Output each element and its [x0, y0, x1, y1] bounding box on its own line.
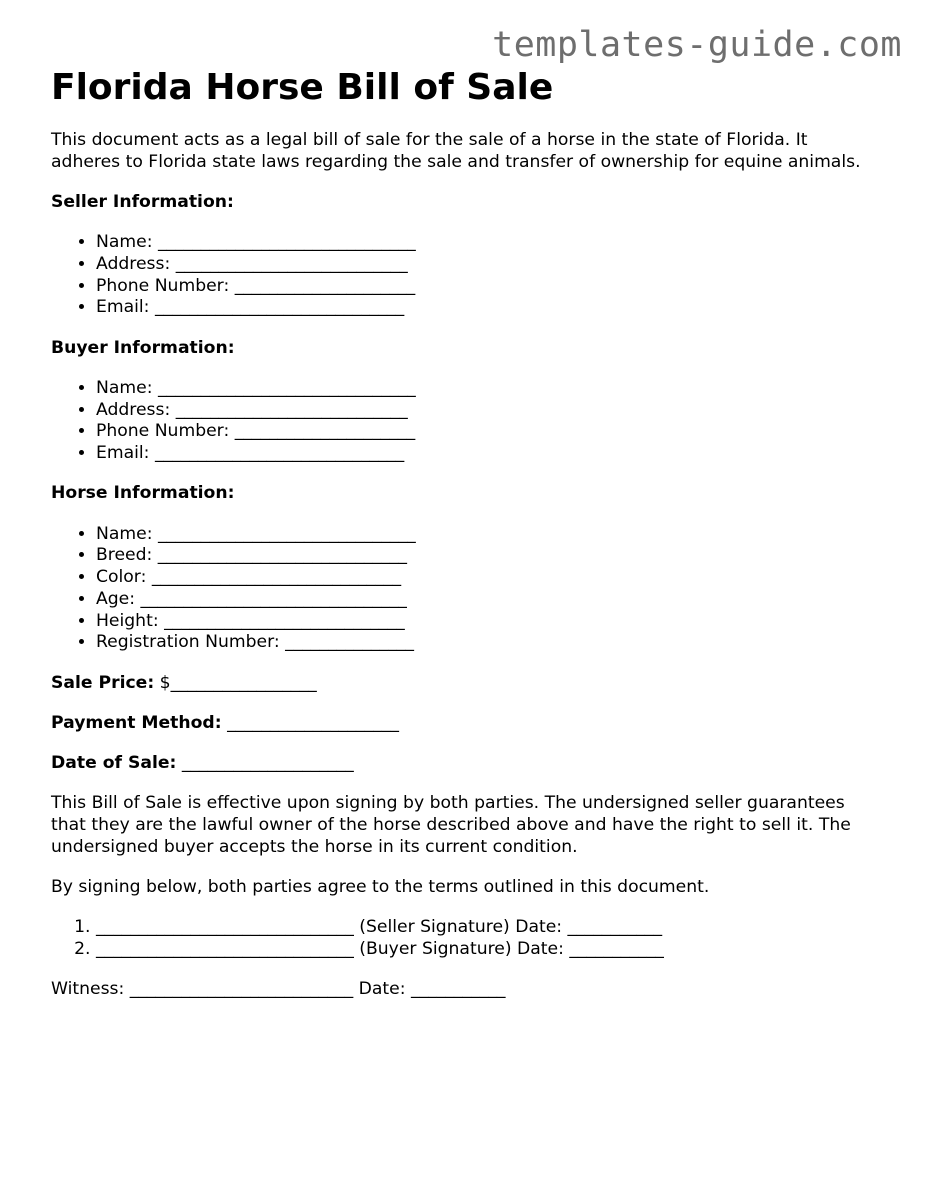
seller-heading: Seller Information: — [51, 192, 234, 212]
intro-paragraph: This document acts as a legal bill of sale for the sale of a horse in the state of Florida. It adheres to Florida state laws regarding the sale and transfer of ownership for equine animals. — [51, 130, 861, 172]
seller-name-field[interactable]: • Name: ______________________________ — [96, 232, 881, 254]
watermark: templates-guide.com — [492, 25, 902, 65]
witness-line[interactable]: Witness: __________________________ Date: ___________ — [51, 979, 506, 1000]
payment-method-row — [51, 713, 881, 735]
horse-list — [51, 524, 881, 654]
date-of-sale-row — [51, 753, 881, 775]
document-page — [51, 66, 881, 1020]
horse-breed-field[interactable]: • Breed: _____________________________ — [96, 545, 881, 567]
horse-registration-field[interactable]: • Registration Number: _______________ — [96, 632, 881, 654]
seller-list — [51, 232, 881, 319]
effective-paragraph: This Bill of Sale is effective upon signing by both parties. The undersigned seller guarantees that they are the lawful owner of the horse described above and have the right to sell it. The undersigned buyer accepts the horse in its current condition. — [51, 793, 851, 857]
page-title: Florida Horse Bill of Sale — [51, 67, 554, 108]
seller-email-field[interactable]: • Email: _____________________________ — [96, 297, 881, 319]
buyer-address-field[interactable]: • Address: ___________________________ — [96, 400, 881, 422]
horse-height-field[interactable]: • Height: ____________________________ — [96, 611, 881, 633]
horse-heading: Horse Information: — [51, 483, 235, 504]
buyer-phone-field[interactable]: • Phone Number: _____________________ — [96, 421, 881, 443]
date-of-sale-label: Date of Sale: — [51, 753, 177, 774]
sale-price-row — [51, 673, 881, 695]
buyer-list — [51, 378, 881, 465]
sale-price-label: Sale Price: — [51, 672, 155, 693]
signature-list — [51, 917, 881, 960]
payment-method-field[interactable]: ____________________ — [221, 712, 399, 733]
horse-age-field[interactable]: • Age: _______________________________ — [96, 589, 881, 611]
seller-signature-line[interactable]: 1. ______________________________ (Seller Signature) Date: ___________ — [96, 917, 881, 939]
date-of-sale-field[interactable]: ____________________ — [176, 753, 354, 774]
buyer-heading: Buyer Information: — [51, 337, 235, 358]
horse-name-field[interactable]: • Name: ______________________________ — [96, 524, 881, 546]
agreement-paragraph: By signing below, both parties agree to the terms outlined in this document. — [51, 877, 710, 898]
sale-price-field[interactable]: $_________________ — [154, 672, 317, 693]
buyer-email-field[interactable]: • Email: _____________________________ — [96, 443, 881, 465]
payment-method-label: Payment Method: — [51, 712, 222, 733]
seller-phone-field[interactable]: • Phone Number: _____________________ — [96, 276, 881, 298]
buyer-signature-line[interactable]: 2. ______________________________ (Buyer Signature) Date: ___________ — [96, 939, 881, 961]
buyer-name-field[interactable]: • Name: ______________________________ — [96, 378, 881, 400]
seller-address-field[interactable]: • Address: ___________________________ — [96, 254, 881, 276]
horse-color-field[interactable]: • Color: _____________________________ — [96, 567, 881, 589]
